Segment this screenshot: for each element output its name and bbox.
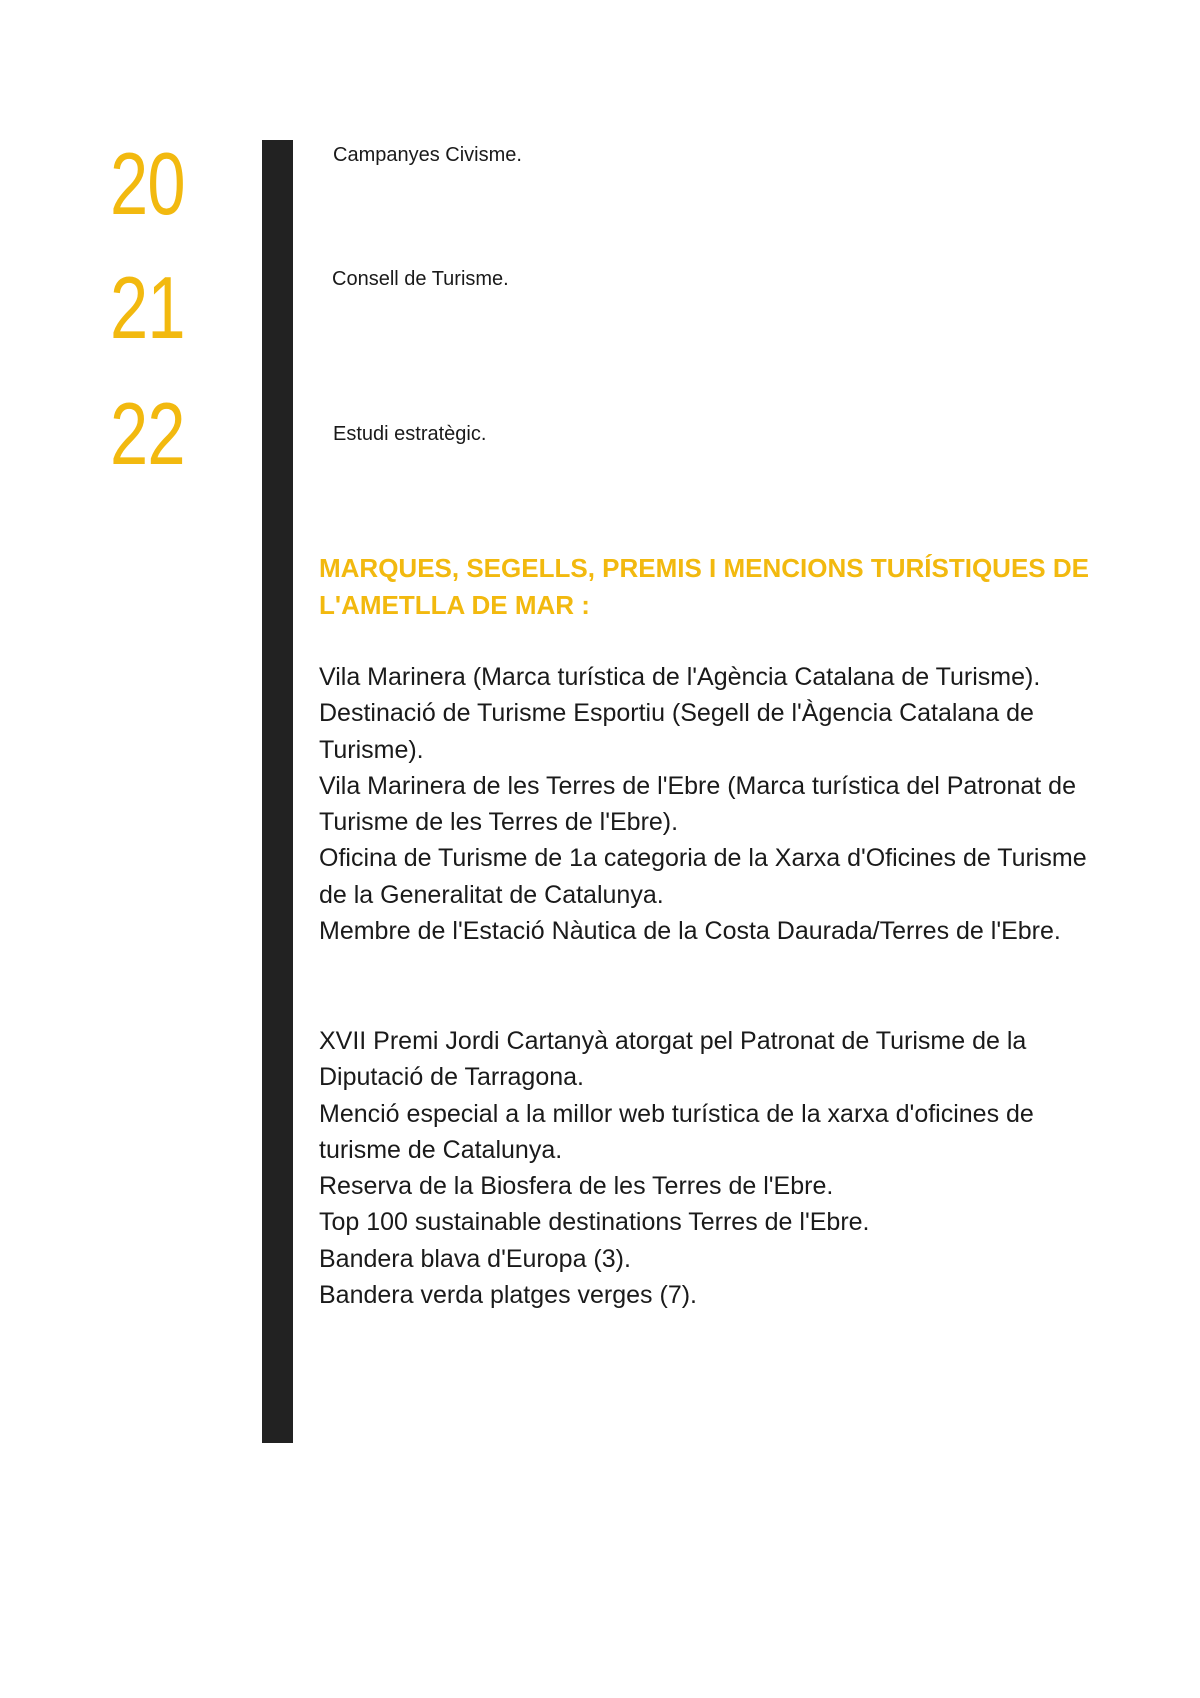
list-item: Bandera verda platges verges (7). — [319, 1281, 697, 1310]
list-item: Bandera blava d'Europa (3). — [319, 1244, 631, 1273]
year-digits-21: 21 — [110, 258, 185, 357]
year-digits-22: 22 — [110, 384, 185, 483]
timeline-bar — [262, 140, 293, 1443]
item-consell-turisme: Consell de Turisme. — [332, 268, 509, 290]
list-item: Membre de l'Estació Nàutica de la Costa Daurada/Terres de l'Ebre. — [319, 917, 1061, 946]
item-estudi-estrategic: Estudi estratègic. — [333, 423, 487, 445]
list-item: Vila Marinera (Marca turística de l'Agència Catalana de Turisme). — [319, 663, 1041, 691]
list-item: Reserva de la Biosfera de les Terres de l'Ebre. — [319, 1172, 834, 1201]
list-item: Destinació de Turisme Esportiu (Segell de l'Àgencia Catalana de Turisme). — [319, 699, 1034, 764]
list-item: Menció especial a la millor web turística de la xarxa d'oficines de turisme de Catalunya. — [319, 1099, 1034, 1164]
list-item: XVII Premi Jordi Cartanyà atorgat pel Patronat de Turisme de la Diputació de Tarragona. — [319, 1027, 1027, 1092]
awards-list — [319, 1023, 1119, 1313]
year-digits-20: 20 — [110, 134, 185, 233]
item-campanyes-civisme: Campanyes Civisme. — [333, 144, 522, 166]
list-item: Vila Marinera de les Terres de l'Ebre (Marca turística del Patronat de Turisme de les Terres de l'Ebre). — [319, 771, 1076, 837]
list-item: Oficina de Turisme de 1a categoria de la Xarxa d'Oficines de Turisme de la Generalitat de Catalunya. — [319, 844, 1087, 909]
brands-list — [319, 659, 1119, 949]
list-item: Top 100 sustainable destinations Terres de l'Ebre. — [319, 1208, 870, 1237]
section-title: MARQUES, SEGELLS, PREMIS I MENCIONS TURÍSTIQUES DE L'AMETLLA DE MAR : — [319, 553, 1089, 620]
